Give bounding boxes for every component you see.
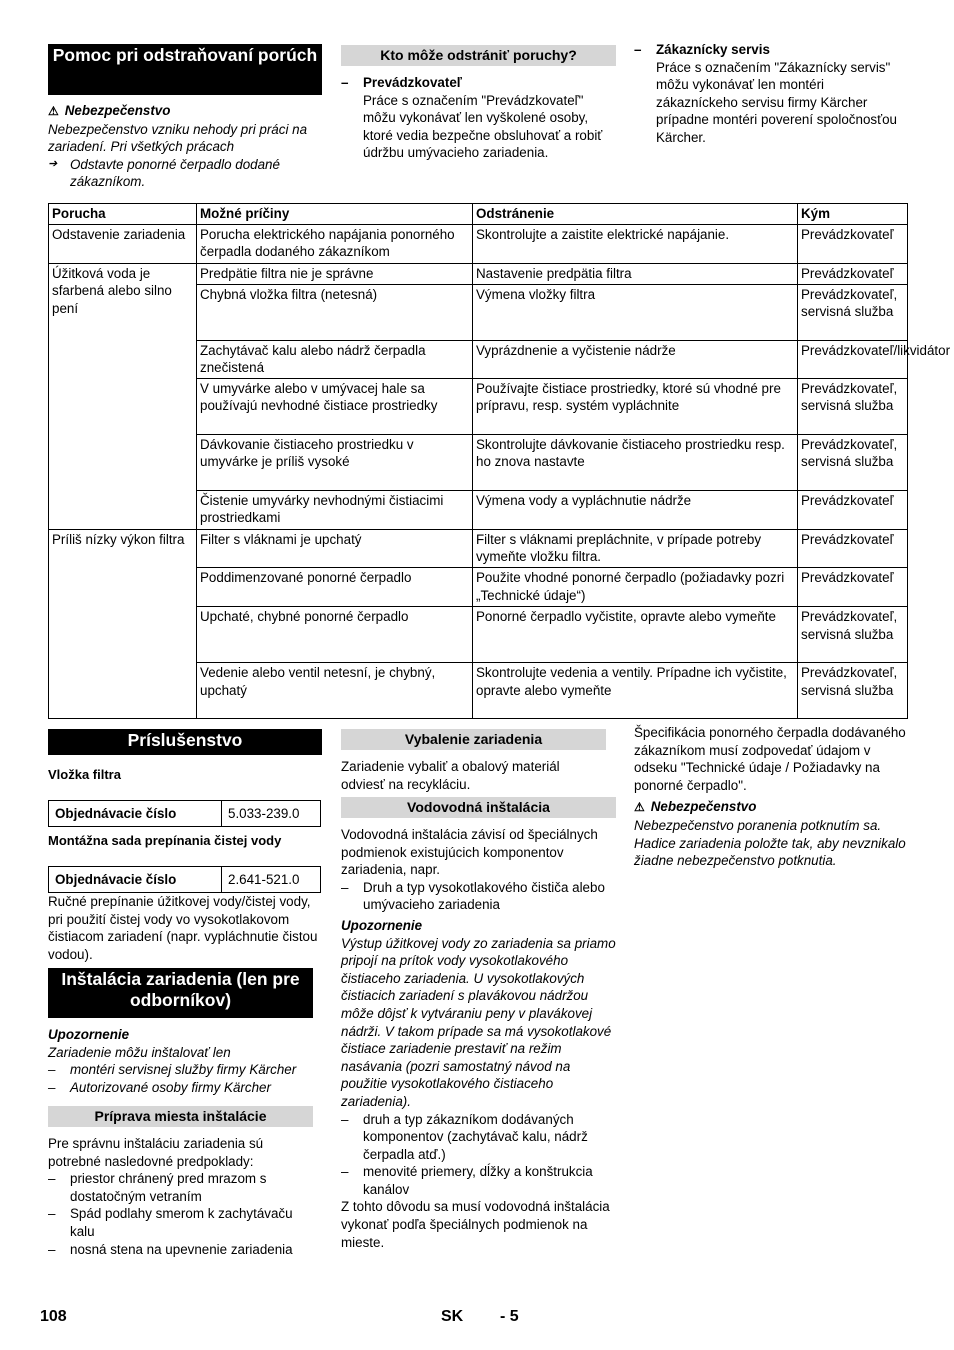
by-cell: Prevádzkovateľ, servisná služba — [798, 284, 908, 340]
remedy-cell: Použite vhodné ponorné čerpadlo (požiadavky pozri „Technické údaje“) — [473, 567, 798, 606]
order-number-value: 2.641-521.0 — [222, 867, 321, 893]
cause-cell: Porucha elektrického napájania ponorného čerpadla dodaného zákazníkom — [197, 224, 473, 263]
switch-kit-description: Ručné prepínanie úžitkovej vody/čistej vody, pri použití čistej vody vo vysokotlakovom čistiacom zariadení (napr. vypláchnutie čistou vodou). — [48, 894, 318, 962]
operator-title: – Prevádzkovateľ — [341, 74, 616, 92]
section-heading-site-prep: Príprava miesta inštalácie — [48, 1106, 313, 1127]
order-number-label: Objednávacie číslo — [49, 801, 222, 827]
customer-service-text: Práce s označením "Zákaznícky servis" môžu vykonávať len montéri zákazníckeho servisu firmy Kärcher prípadne montéri poverení spoločnosťou Kärcher. — [656, 59, 897, 145]
remedy-cell: Ponorné čerpadlo vyčistite, opravte alebo vymeňte — [473, 606, 798, 662]
note-text: Výstup úžitkovej vody zo zariadenia sa priamo pripojí na prítok vody vysokotlakového čistiaceho zariadenia. U vysokotlakových čistiacich zariadení s plavákovou nádržou môže dôjsť k vytváraniu peny v plavákovej nádrži. V takom prípade sa má vysokotlakové čistiace zariadenie prestaviť na režim nasávania (pozri samostatný návod na použitie vysokotlakového čistiaceho zariadenia). — [341, 935, 616, 1109]
section-heading-accessories: Príslušenstvo — [48, 729, 322, 755]
by-cell: Prevádzkovateľ, servisná služba — [798, 606, 908, 662]
by-cell: Prevádzkovateľ — [798, 224, 908, 263]
warning-triangle-icon: ⚠ — [634, 800, 645, 815]
list-item: – Spád podlahy smerom k zachytávaču kalu — [48, 1205, 313, 1240]
customer-service-item — [634, 41, 909, 147]
table-header-row — [49, 204, 908, 225]
header-remedy: Odstránenie — [473, 204, 798, 225]
table-row — [49, 263, 908, 284]
site-prep-block — [48, 1135, 313, 1258]
fault-cell: Úžitková voda je sfarbená alebo silno pení — [49, 263, 197, 529]
header-fault: Porucha — [49, 204, 197, 225]
operator-item — [341, 74, 616, 162]
cause-cell: Chybná vložka filtra (netesná) — [197, 284, 473, 340]
cause-cell: Vedenie alebo ventil netesní, je chybný, upchatý — [197, 662, 473, 718]
remedy-cell: Nastavenie predpätia filtra — [473, 263, 798, 284]
customer-service-title: – Zákaznícky servis — [634, 41, 909, 59]
by-cell: Prevádzkovateľ — [798, 567, 908, 606]
list-item: – montéri servisnej služby firmy Kärcher — [48, 1061, 320, 1079]
warning-label: Nebezpečenstvo — [64, 103, 171, 118]
installation-note — [48, 1026, 320, 1096]
by-cell: Prevádzkovateľ — [798, 263, 908, 284]
by-cell: Prevádzkovateľ — [798, 529, 908, 567]
header-by: Kým — [798, 204, 908, 225]
water-installation-block — [341, 826, 616, 1251]
remedy-cell: Skontrolujte a zaistite elektrické napájanie. — [473, 224, 798, 263]
by-cell: Prevádzkovateľ, servisná služba — [798, 378, 908, 434]
cause-cell: Predpätie filtra nie je správne — [197, 263, 473, 284]
pump-spec-text: Špecifikácia ponorného čerpadla dodávaného zákazníkom musí zodpovedať údajom v odseku "Technické údaje / Požiadavky na ponorné čerpadlo". — [634, 725, 906, 793]
by-cell: Prevádzkovateľ, servisná služba — [798, 434, 908, 490]
by-cell: Prevádzkovateľ — [798, 490, 908, 529]
remedy-cell: Filter s vláknami prepláchnite, v prípade potreby vymeňte vložku filtra. — [473, 529, 798, 567]
cause-cell: V umyvárke alebo v umývacej hale sa používajú nevhodné čistiace prostriedky — [197, 378, 473, 434]
header-causes: Možné príčiny — [197, 204, 473, 225]
cause-cell: Filter s vláknami je upchatý — [197, 529, 473, 567]
warning-label: Nebezpečenstvo — [650, 799, 757, 815]
site-prep-text: Pre správnu inštaláciu zariadenia sú potrebné nasledovné predpoklady: — [48, 1136, 264, 1169]
warning-triangle-icon: ⚠ — [48, 104, 59, 118]
by-cell: Prevádzkovateľ/likvidátor — [798, 340, 908, 378]
list-item: – druh a typ zákazníkom dodávaných komponentov (zachytávač kalu, nádrž čerpadla atď.) — [341, 1111, 616, 1164]
table-row — [49, 529, 908, 567]
note-text: Zariadenie môžu inštalovať len — [48, 1044, 231, 1060]
water-installation-text: Vodovodná inštalácia závisí od špeciálnych podmienok existujúcich komponentov zariadenia, napr. — [341, 827, 598, 878]
order-number-value: 5.033-239.0 — [222, 801, 321, 827]
warning-block — [48, 102, 328, 191]
cause-cell: Poddimenzované ponorné čerpadlo — [197, 567, 473, 606]
section-heading-installation: Inštalácia zariadenia (len pre odborníkov) — [48, 968, 313, 1018]
fault-cell: Odstavenie zariadenia — [49, 224, 197, 263]
filter-insert-label: Vložka filtra — [48, 767, 121, 782]
fault-cell: Príliš nízky výkon filtra — [49, 529, 197, 718]
cause-cell: Zachytávač kalu alebo nádrž čerpadla znečistená — [197, 340, 473, 378]
note-label: Upozornenie — [341, 917, 423, 933]
sub-page-number: - 5 — [500, 1308, 519, 1325]
warning-text: Nebezpečenstvo poranenia potknutím sa. Hadice zariadenia položte tak, aby nevznikalo žiadne nebezpečenstvo potknutia. — [634, 817, 906, 869]
remedy-cell: Skontrolujte dávkovanie čistiaceho prostriedku resp. ho znova nastavte — [473, 434, 798, 490]
order-number-label: Objednávacie číslo — [49, 867, 222, 893]
by-cell: Prevádzkovateľ, servisná služba — [798, 662, 908, 718]
list-item: – nosná stena na upevnenie zariadenia — [48, 1241, 313, 1259]
troubleshooting-table — [48, 203, 951, 719]
pump-spec-block — [634, 724, 909, 870]
list-item: – menovité priemery, dĺžky a konštrukcia kanálov — [341, 1163, 616, 1198]
kit-order-table — [48, 866, 321, 893]
remedy-cell: Používajte čistiace prostriedky, ktoré sú vhodné pre prípravu, resp. systém vypláchnite — [473, 378, 798, 434]
remedy-cell: Výmena vložky filtra — [473, 284, 798, 340]
section-heading-water-installation: Vodovodná inštalácia — [341, 797, 616, 818]
operator-text: Práce s označením "Prevádzkovateľ" môžu vykonávať len vyškolené osoby, ktoré vedia bezpečne obsluhovať a robiť údržbu umývacieho zariadenia. — [363, 92, 603, 161]
remedy-cell: Skontrolujte vedenia a ventily. Prípadne ich vyčistite, opravte alebo vymeňte — [473, 662, 798, 718]
section-heading-troubleshooting: Pomoc pri odstraňovaní porúch — [48, 44, 322, 95]
remedy-cell: Vyprázdnenie a vyčistenie nádrže — [473, 340, 798, 378]
cause-cell: Upchaté, chybné ponorné čerpadlo — [197, 606, 473, 662]
warning-step: ➔ Odstavte ponorné čerpadlo dodané zákazníkom. — [48, 156, 328, 191]
filter-order-table — [48, 800, 321, 827]
list-item: – Autorizované osoby firmy Kärcher — [48, 1079, 320, 1097]
section-heading-unpacking: Vybalenie zariadenia — [341, 729, 606, 750]
section-heading-who-can-fix: Kto môže odstrániť poruchy? — [341, 45, 616, 66]
table-row — [49, 224, 908, 263]
switch-kit-label: Montážna sada prepínania čistej vody — [48, 833, 282, 848]
cause-cell: Dávkovanie čistiaceho prostriedku v umyvárke je príliš vysoké — [197, 434, 473, 490]
note-label: Upozornenie — [48, 1027, 130, 1042]
list-item: – Druh a typ vysokotlakového čističa alebo umývacieho zariadenia — [341, 879, 616, 914]
unpacking-text: Zariadenie vybaliť a obalový materiál odviesť na recykláciu. — [341, 759, 560, 792]
page-number: 108 — [40, 1308, 67, 1325]
list-item: – priestor chránený pred mrazom s dostatočným vetraním — [48, 1170, 313, 1205]
warning-text: Nebezpečenstvo vzniku nehody pri práci na zariadení. Pri všetkých prácach — [48, 121, 308, 155]
cause-cell: Čistenie umyvárky nevhodnými čistiacimi prostriedkami — [197, 490, 473, 529]
closing-text: Z tohto dôvodu sa musí vodovodná inštalácia vykonať podľa špeciálnych podmienok na mieste. — [341, 1199, 610, 1250]
language-code: SK — [441, 1308, 464, 1325]
remedy-cell: Výmena vody a vypláchnutie nádrže — [473, 490, 798, 529]
